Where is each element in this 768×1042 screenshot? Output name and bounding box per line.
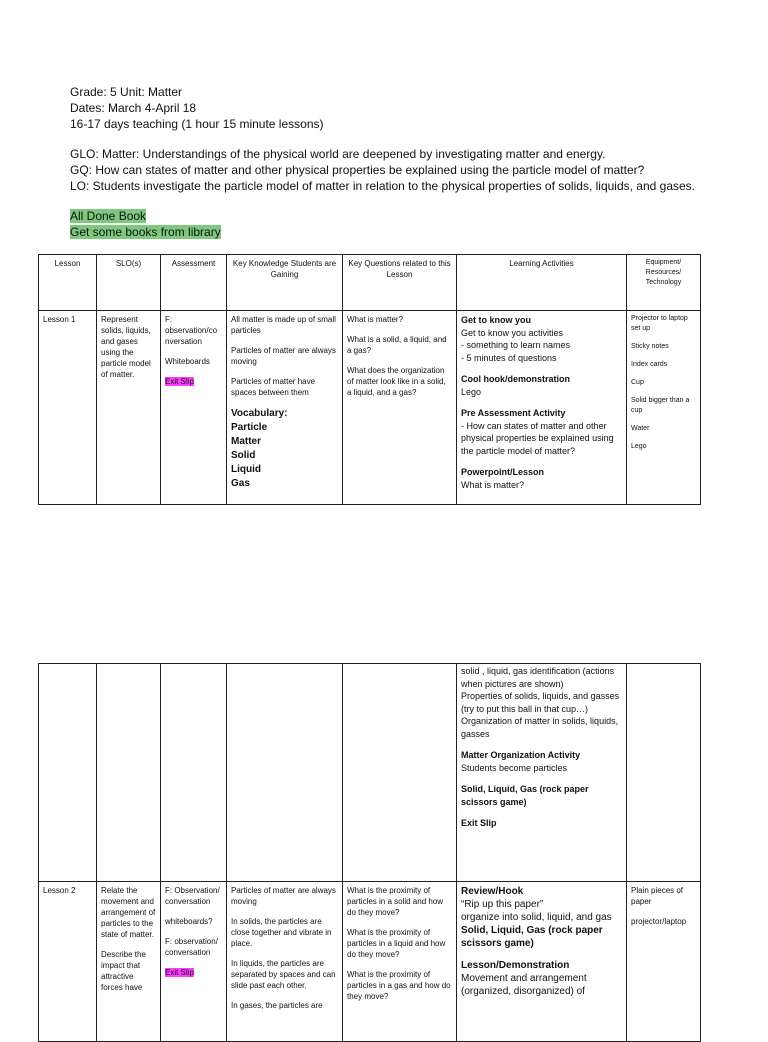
slo-text: Describe the impact that attractive forces have	[101, 950, 146, 992]
gq-line: GQ: How can states of matter and other physical properties be explained using the particle model of matter?	[70, 163, 645, 177]
knowledge-text: In solids, the particles are close together and vibrate in place.	[231, 917, 332, 948]
activity-heading: Lesson/Demonstration	[461, 960, 570, 971]
question-text: What is a solid, a liquid, and a gas?	[347, 335, 447, 355]
equipment-item: Lego	[631, 443, 647, 450]
vocab-word: Particle	[231, 422, 268, 433]
slo-cell	[97, 882, 161, 1042]
activity-heading: Matter Organization Activity	[461, 750, 581, 760]
learning-activities-cell	[457, 882, 627, 1042]
assessment-cell	[161, 882, 227, 1042]
activity-text: Organization of matter in solids, liquids, gasses	[461, 716, 619, 739]
question-text: What is the proximity of particles in a liquid and how do they move?	[347, 928, 446, 959]
slo-cell	[97, 311, 161, 505]
activity-text: Students become particles	[461, 762, 568, 773]
exit-slip-highlight: Exit Slip	[165, 377, 194, 386]
lesson-label: Lesson 1	[43, 315, 76, 324]
slo-text: Relate the movement and arrangement of particles to the state of matter.	[101, 886, 156, 939]
learning-activities-cell	[457, 311, 627, 505]
col-header-learning-activities: Learning Activities	[457, 255, 627, 311]
teaching-days-line: 16-17 days teaching (1 hour 15 minute lessons)	[70, 117, 324, 131]
activity-text: - something to learn names	[461, 340, 571, 350]
activity-heading: Review/Hook	[461, 886, 524, 897]
activity-text: Lego	[461, 386, 482, 397]
col-header-lesson: Lesson	[39, 255, 97, 311]
assessment-text: whiteboards?	[165, 917, 213, 926]
activity-heading: Exit Slip	[461, 818, 497, 828]
equipment-item: Cup	[631, 379, 644, 386]
activity-text: Get to know you activities	[461, 327, 564, 338]
activity-text: “Rip up this paper”	[461, 899, 544, 910]
lesson-table-1	[38, 254, 701, 505]
vocab-word: Solid	[231, 450, 256, 461]
grade-unit-line: Grade: 5 Unit: Matter	[70, 85, 183, 99]
activity-text: solid , liquid, gas identification (actions when pictures are shown)	[461, 666, 615, 689]
question-text: What is matter?	[347, 315, 404, 324]
key-questions-cell	[343, 882, 457, 1042]
table-row	[39, 311, 701, 505]
activity-heading: Get to know you	[461, 315, 532, 325]
slo-text: Represent solids, liquids, and gases using the particle model of matter.	[101, 315, 151, 379]
knowledge-text: Particles of matter are always moving	[231, 886, 336, 906]
activity-heading: Solid, Liquid, Gas (rock paper scissors game)	[461, 925, 603, 949]
exit-slip-highlight: Exit Slip	[165, 968, 194, 977]
equipment-item: projector/laptop	[631, 917, 687, 926]
lesson-table-2	[38, 663, 701, 1042]
vocab-word: Gas	[231, 478, 250, 489]
activity-heading: Cool hook/demonstration	[461, 374, 570, 384]
assessment-text: F: observation/co nversation	[165, 315, 218, 346]
equipment-item: Plain pieces of paper	[631, 886, 684, 906]
assessment-text: F: Observation/ conversation	[165, 886, 220, 906]
activity-text: Movement and arrangement (organized, disorganized) of	[461, 973, 587, 997]
key-knowledge-cell	[227, 882, 343, 1042]
library-books-note: Get some books from library	[70, 225, 221, 239]
equipment-cell	[627, 882, 701, 1042]
lesson-label: Lesson 2	[43, 886, 76, 895]
activity-text: What is matter?	[461, 479, 525, 490]
activity-text: - 5 minutes of questions	[461, 352, 557, 363]
equipment-item: Sticky notes	[631, 343, 669, 350]
equipment-item: Projector to laptop set up	[631, 315, 688, 332]
equipment-item: Solid bigger than a cup	[631, 397, 690, 414]
equipment-item: Index cards	[631, 361, 668, 368]
assessment-cell	[161, 311, 227, 505]
knowledge-text: Particles of matter have spaces between them	[231, 377, 316, 397]
col-header-equipment: Equipment/ Resources/ Technology	[627, 255, 701, 311]
activity-text: Properties of solids, liquids, and gasses (try to put this ball in that cup…)	[461, 691, 620, 714]
key-questions-cell	[343, 311, 457, 505]
activity-heading: Powerpoint/Lesson	[461, 467, 545, 477]
question-text: What is the proximity of particles in a solid and how do they move?	[347, 886, 444, 917]
assessment-text: F: observation/ conversation	[165, 937, 218, 957]
col-header-assessment: Assessment	[161, 255, 227, 311]
activity-heading: Pre Assessment Activity	[461, 408, 566, 418]
key-knowledge-cell	[227, 311, 343, 505]
col-header-key-knowledge: Key Knowledge Students are Gaining	[227, 255, 343, 311]
question-text: What does the organization of matter look like in a solid, a liquid, and a gas?	[347, 366, 446, 397]
lesson-cell	[39, 882, 97, 1042]
equipment-item: Water	[631, 425, 650, 432]
learning-activities-cell	[457, 664, 627, 882]
activity-text: - How can states of matter and other physical properties be explained using the particle model of matter?	[461, 420, 614, 456]
knowledge-text: Particles of matter are always moving	[231, 346, 336, 366]
all-done-book-note: All Done Book	[70, 209, 147, 223]
col-header-key-questions: Key Questions related to this Lesson	[343, 255, 457, 311]
vocab-word: Matter	[231, 436, 262, 447]
assessment-text: Whiteboards	[165, 357, 210, 366]
knowledge-text: In gases, the particles are	[231, 1001, 323, 1010]
vocabulary-title: Vocabulary:	[231, 408, 288, 419]
vocab-word: Liquid	[231, 464, 261, 475]
dates-line: Dates: March 4-April 18	[70, 101, 197, 115]
lo-line: LO: Students investigate the particle model of matter in relation to the physical properties of solids, liquids, and gases.	[70, 179, 696, 193]
knowledge-text: In liquids, the particles are separated by spaces and can slide past each other.	[231, 959, 336, 990]
table-row	[39, 664, 701, 882]
col-header-slo: SLO(s)	[97, 255, 161, 311]
activity-text: organize into solid, liquid, and gas	[461, 912, 612, 923]
table-row	[39, 882, 701, 1042]
lesson-cell	[39, 311, 97, 505]
glo-line: GLO: Matter: Understandings of the physical world are deepened by investigating matter and energy.	[70, 147, 606, 161]
equipment-cell	[627, 311, 701, 505]
knowledge-text: All matter is made up of small particles	[231, 315, 336, 335]
question-text: What is the proximity of particles in a gas and how do they move?	[347, 970, 451, 1001]
activity-heading: Solid, Liquid, Gas (rock paper scissors game)	[461, 784, 589, 807]
